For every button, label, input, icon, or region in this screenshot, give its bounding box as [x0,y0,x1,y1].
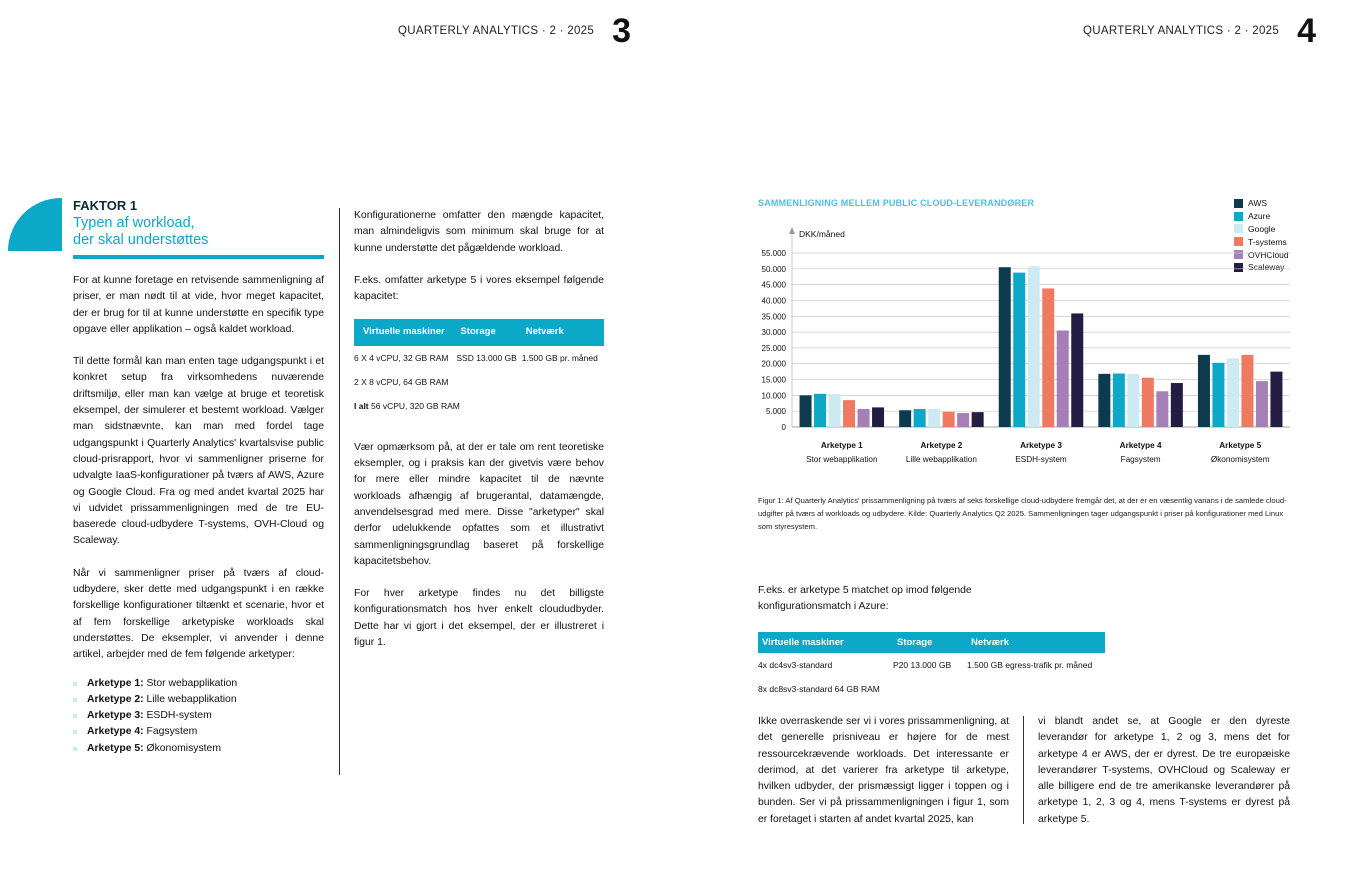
table-row: 6 X 4 vCPU, 32 GB RAM SSD 13.000 GB 1.500 GB pr. måned [354,352,598,363]
section-heading [73,198,324,259]
bar-t-systems [1241,355,1253,427]
capacity-table [354,319,604,417]
table-row-total: I alt 56 vCPU, 320 GB RAM [354,400,460,411]
list-item: Arketype 4: Fagsystem [73,724,324,740]
x-subcategory-label: ESDH-system [1015,455,1067,464]
x-subcategory-label: Økonomisystem [1210,455,1270,464]
bar-t-systems [1042,288,1054,427]
y-tick-label: 25.000 [761,343,786,353]
paragraph: Konfigurationerne omfatter den mængde kapacitet, man almindeligvis som minimum skal bruge for at kunne understøtte det pågældende workload. [354,210,604,254]
bar-ovhcloud [957,413,969,427]
x-subcategory-label: Lille webapplikation [905,455,977,464]
legend-item: Azure [1234,210,1289,223]
x-category-label: Arketype 1 [820,441,863,450]
bar-azure [814,394,826,427]
figure-caption: Figur 1: Af Quarterly Analytics' prissammenligning på tværs af seks forskellige cloud-udbydere fremgår det, at der er en væsentlig varians i de samlede cloud-udgifter på tværs af workloads og udbydere. Kilde: Quarterly Analytics Q2 2025. Sammenligningen tager udgangspunkt i priser på konfigurationer med Linux som styresystem. [758,496,1287,531]
left-column-2 [354,208,604,667]
x-category-label: Arketype 2 [920,441,963,450]
bar-aws [1198,355,1210,427]
section-title-line-2: der skal understøttes [73,232,209,248]
bar-google [1127,374,1139,427]
right-column-1 [758,714,1009,844]
table-row: 2 X 8 vCPU, 64 GB RAM [354,376,449,387]
table-header: Virtuelle maskiner [758,632,893,653]
bar-ovhcloud [858,409,870,427]
archetype-list [73,676,324,757]
bar-t-systems [843,400,855,427]
legend-item: OVHCloud [1234,248,1289,261]
header-title: QUARTERLY ANALYTICS · 2 · 2025 [1083,25,1280,37]
bar-scaleway [1071,313,1083,427]
header-title: QUARTERLY ANALYTICS · 2 · 2025 [398,25,595,37]
y-tick-label: 30.000 [761,328,786,338]
y-axis-label: DKK/måned [799,229,845,239]
page-number: 3 [612,12,631,50]
bar-ovhcloud [1256,381,1268,427]
column-divider [1023,716,1024,824]
bar-scaleway [872,407,884,427]
bar-scaleway [1171,383,1183,427]
list-item: Arketype 1: Stor webapplikation [73,676,324,692]
paragraph: vi blandt andet se, at Google er den dyreste leverandør for arketype 1, 2 og 3, mens det for arketype 4 er AWS, der er dyrest. De tre europæiske leverandører T-systems, OVHCloud og Scaleway er alle billigere end de tre amerikanske leverandører på arketype 1, 2, 3 og 4, mens T-systems er dyrest på arketype 5. [1038,716,1290,825]
right-column-2 [1038,714,1290,844]
x-category-label: Arketype 3 [1020,441,1062,450]
y-tick-label: 45.000 [761,280,786,290]
y-tick-label: 0 [781,423,786,432]
y-tick-label: 10.000 [761,391,786,401]
x-subcategory-label: Fagsystem [1120,455,1161,464]
page-number: 4 [1297,12,1316,50]
column-divider [339,208,340,775]
y-tick-label: 15.000 [761,375,786,385]
azure-config-table [758,632,1105,701]
legend-item: Google [1234,223,1289,236]
paragraph: Vær opmærksom på, at der er tale om rent teoretiske eksempler, og i praksis kan der givetvis være behov for mere eller mindre kapacitet til de nævnte workloads afhængig af brugerantal, datamængde, anvendelsesgrad med mere. Disse "arketyper" skal derfor udelukkende opfattes som et illustrativt sammenligningsgrundlag baseret på forskellige kapacitetsbehov. [354,441,604,567]
page-header-left [398,14,631,48]
bar-ovhcloud [1057,331,1069,427]
bar-aws [800,395,812,427]
x-category-label: Arketype 5 [1219,441,1262,450]
bar-google [1028,266,1040,427]
bar-google [829,394,841,427]
bar-scaleway [972,412,984,427]
list-item: Arketype 3: ESDH-system [73,708,324,724]
table-row: 8x dc8sv3-standard 64 GB RAM [758,684,880,694]
y-tick-label: 40.000 [761,296,786,306]
bar-chart [750,222,1300,472]
y-axis-arrow [789,227,795,234]
y-tick-label: 50.000 [761,264,786,274]
x-category-label: Arketype 4 [1119,441,1162,450]
paragraph: For at kunne foretage en retvisende sammenligning af priser, er man nødt til at vide, hvor meget kapacitet, der er brug for til at kunne understøtte en specifik type opgave eller applikation – også kaldet workload. [73,275,324,335]
heading-rule [73,255,324,259]
section-label: FAKTOR 1 [73,198,138,213]
legend-item: AWS [1234,197,1289,210]
paragraph: F.eks. er arketype 5 matchet op imod følgende konfigurationsmatch i Azure: [758,585,972,613]
bar-aws [899,410,911,427]
bar-t-systems [1142,378,1154,427]
azure-table-wrap [758,632,1105,701]
paragraph: Til dette formål kan man enten tage udgangspunkt i et konkret setup fra virksomhedens nuværende driftsmiljø, eller man kan vælge at bruge et teoretisk eksempel, der simulerer et bestemt workload. Vælger man sidstnævnte, kan man med fordel tage udgangspunkt i Quarterly Analytics' kvartalsvise public cloud-prisrapport, hvor vi sammenligner priserne for udvalgte IaaS-konfigurationer på tværs af AWS, Azure og Google Cloud. Fra og med andet kvartal 2025 har vi udvidet prissammenligningen med de tre EU-baserede cloud-udbydere T-systems, OVH-Cloud og Scaleway. [73,356,324,547]
section-title-line-1: Typen af workload, [73,215,195,231]
table-header: Netværk [967,632,1105,653]
bar-aws [999,267,1011,427]
paragraph: F.eks. omfatter arketype 5 i vores eksempel følgende kapacitet: [354,274,604,303]
y-tick-label: 55.000 [761,249,786,258]
bar-t-systems [943,412,955,427]
list-item: Arketype 2: Lille webapplikation [73,692,324,708]
bar-ovhcloud [1156,391,1168,427]
bar-azure [1013,273,1025,427]
bar-scaleway [1270,372,1282,427]
y-tick-label: 5.000 [765,407,786,417]
legend-item: T-systems [1234,235,1289,248]
x-subcategory-label: Stor webapplikation [806,455,878,464]
paragraph: Ikke overraskende ser vi i vores prissammenligning, at det generelle prisniveau er højere for de mest ressourcekrævende workloads. Det interessante er derimod, at det varierer fra arketype til arketype, hvilken udbyder, der prismæssigt ligger i toppen og i bunden. Ser vi på prissammenligningen i figur 1, som er foretaget i starten af andet kvartal 2025, kan [758,716,1009,825]
table-header: Virtuelle maskiner [354,319,456,345]
bar-azure [1212,363,1224,427]
left-column-1 [73,273,324,757]
table-header: Netværk [522,319,604,345]
table-header: Storage [893,632,967,653]
bar-google [1227,358,1239,427]
paragraph: For hver arketype findes nu det billigste konfigurationsmatch hos hver enkelt cloududbyder. Dette har vi gjort i det eksempel, der er illustreret i figur 1. [354,588,604,649]
chart-title: SAMMENLIGNING MELLEM PUBLIC CLOUD-LEVERANDØRER [758,198,1035,208]
list-item: Arketype 5: Økonomisystem [73,741,324,757]
y-tick-label: 20.000 [761,359,786,369]
bar-google [928,409,940,427]
bar-aws [1098,374,1110,427]
section-tab-decoration [8,198,62,251]
legend-item: Scaleway [1234,261,1289,274]
paragraph: Når vi sammenligner priser på tværs af cloud-udbydere, sker dette med udgangspunkt i en række forskellige konfigurationer tiltænkt et scenarie, hvor et af fem forskellige arketypiske workloads skal understøttes. De eksempler, vi anvender i denne artikel, arbejder med de fem følgende arketyper: [73,567,324,661]
table-row: 4x dc4sv3-standard P20 13.000 GB 1.500 GB egress-trafik pr. måned [758,660,1093,670]
table-header: Storage [456,319,521,345]
page-header-right [1083,14,1316,48]
y-tick-label: 35.000 [761,312,786,322]
bar-azure [1113,374,1125,427]
bar-azure [914,409,926,427]
